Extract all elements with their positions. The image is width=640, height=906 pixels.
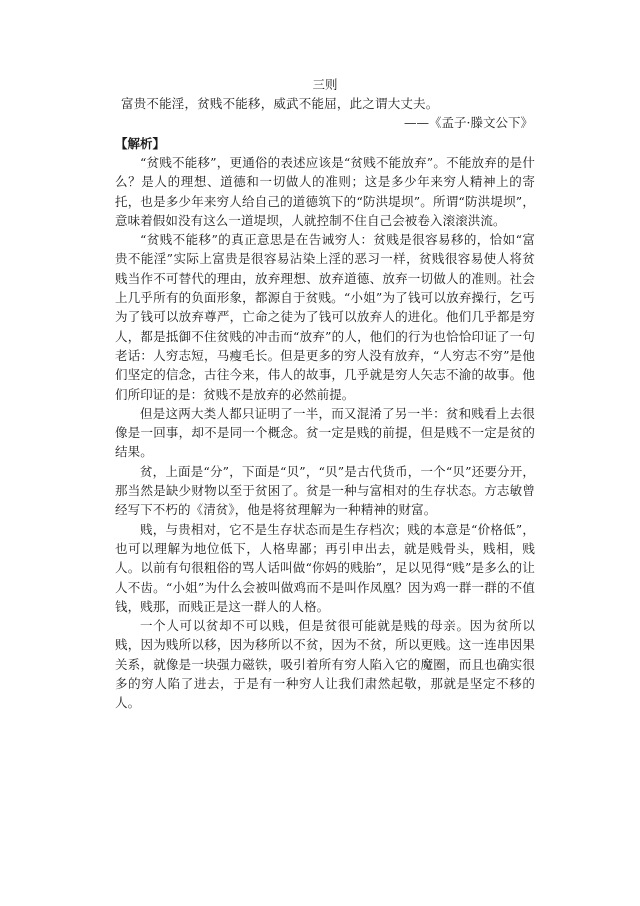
quote-source: ——《孟子·滕文公下》 — [404, 115, 533, 130]
document-content — [115, 76, 535, 713]
page-title: 三则 — [312, 77, 338, 92]
paragraph: 但是这两大类人都只证明了一半，而又混淆了另一半：贫和贱看上去很像是一回事，却不是同一个概念。贫一定是贱的前提，但是贱不一定是贫的结果。 — [115, 405, 535, 460]
paragraph: 一个人可以贫却不可以贱，但是贫很可能就是贱的母亲。因为贫所以贱，因为贱所以移，因为移所以不贫，因为不贫，所以更贱。这一连串因果关系，就像是一块强力磁铁，吸引着所有穷人陷入它的魔圈，而且也确实很多的穷人陷了进去，于是有一种穷人让我们肃然起敬，那就是坚定不移的人。 — [115, 618, 535, 711]
quote-line: 富贵不能淫，贫贱不能移，威武不能屈，此之谓大丈夫。 — [121, 96, 439, 111]
paragraph: 贱，与贵相对，它不是生存状态而是生存档次；贱的本意是“价格低”，也可以理解为地位低下，人格卑鄙；再引申出去，就是贱骨头，贱相，贱人。以前有句很粗俗的骂人话叫做“你妈的贱胎”，足以见得“贱”是多么的让人不齿。“小姐”为什么会被叫做鸡而不是叫作凤凰？因为鸡一群一群的不值钱，贱那，而贱正是这一群人的人格。 — [115, 521, 535, 614]
analysis-heading: 【解析】 — [115, 136, 166, 151]
paragraph: 贫，上面是“分”，下面是“贝”，“贝”是古代货币，一个“贝”还要分开，那当然是缺少财物以至于贫困了。贫是一种与富相对的生存状态。方志敏曾经写下不朽的《清贫》，他是将贫理解为一种精神的财富。 — [115, 463, 535, 518]
paragraph: “贫贱不能移”的真正意思是在告诫穷人：贫贱是很容易移的，恰如“富贵不能淫”实际上富贵是很容易沾染上淫的恶习一样，贫贱很容易使人将贫贱当作不可替代的理由，放弃理想、放弃道德、放弃一切做人的准则。社会上几乎所有的负面形象，都源自于贫贱。“小姐”为了钱可以放弃操行，乞丐为了钱可以放弃尊严，亡命之徒为了钱可以放弃人的进化。他们几乎都是穷人，都是抵御不住贫贱的冲击而“放弃”的人，他们的行为也恰恰印证了一句老话：人穷志短，马瘦毛长。但是更多的穷人没有放弃，“人穷志不穷”是他们坚定的信念，古往今来，伟人的故事，几乎就是穷人矢志不渝的故事。他们所印证的是：贫贱不是放弃的必然前提。 — [115, 232, 535, 402]
paragraph: “贫贱不能移”，更通俗的表述应该是“贫贱不能放弃”。不能放弃的是什么？是人的理想、道德和一切做人的准则；这是多少年来穷人精神上的寄托，也是多少年来穷人给自己的道德筑下的“防洪堤坝”。所谓“防洪堤坝”，意味着假如没有这么一道堤坝，人就控制不住自己会被卷入滚滚洪流。 — [115, 155, 535, 228]
